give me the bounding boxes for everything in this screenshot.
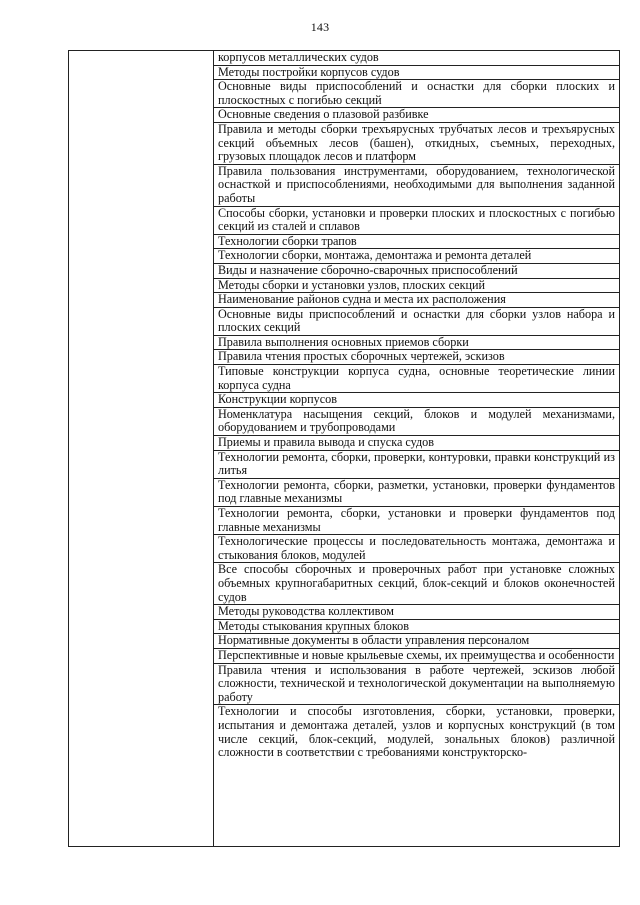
table-row: Методы постройки корпусов судов: [214, 66, 619, 81]
table-row: Методы стыкования крупных блоков: [214, 620, 619, 635]
table-row: Наименование районов судна и места их расположения: [214, 293, 619, 308]
table-row: Методы руководства коллективом: [214, 605, 619, 620]
table-row: Все способы сборочных и проверочных работ при установке сложных объемных крупногабаритных секций, блок-секций и блоков оконечностей судов: [214, 563, 619, 605]
table-row: Методы сборки и установки узлов, плоских секций: [214, 279, 619, 294]
table-row: Способы сборки, установки и проверки плоских и плоскостных с погибью секций из сталей и сплавов: [214, 207, 619, 235]
table-row: Технологии ремонта, сборки, разметки, установки, проверки фундаментов под главные механизмы: [214, 479, 619, 507]
table-row: Правила чтения простых сборочных чертежей, эскизов: [214, 350, 619, 365]
table-row: Основные виды приспособлений и оснастки для сборки плоских и плоскостных с погибью секций: [214, 80, 619, 108]
table-row: Виды и назначение сборочно-сварочных приспособлений: [214, 264, 619, 279]
table-row: Технологии сборки, монтажа, демонтажа и ремонта деталей: [214, 249, 619, 264]
table-row: Технологии и способы изготовления, сборки, установки, проверки, испытания и демонтажа деталей, узлов и корпусных конструкций (в том числе секций, блок-секций, модулей, зональных блоков) различной сложности в соответствии с требованиями конструкторско-: [218, 705, 615, 760]
table-row: Номенклатура насыщения секций, блоков и модулей механизмами, оборудованием и трубопроводами: [214, 408, 619, 436]
table-row: Перспективные и новые крыльевые схемы, их преимущества и особенности: [214, 649, 619, 664]
table-row: Технологии сборки трапов: [214, 235, 619, 250]
table-right-column: [214, 51, 619, 846]
table-row: Технологии ремонта, сборки, проверки, контуровки, правки конструкций из литья: [214, 451, 619, 479]
table-row: Основные виды приспособлений и оснастки для сборки узлов набора и плоских секций: [214, 308, 619, 336]
table-row: Нормативные документы в области управления персоналом: [214, 634, 619, 649]
table-row: Правила пользования инструментами, оборудованием, технологической оснасткой и приспособлениями, необходимыми для выполнения заданной работы: [214, 165, 619, 207]
table-row: Конструкции корпусов: [214, 393, 619, 408]
table-row: Типовые конструкции корпуса судна, основные теоретические линии корпуса судна: [214, 365, 619, 393]
table-row: корпусов металлических судов: [214, 51, 619, 66]
page-number: 143: [310, 20, 330, 34]
table-row: Приемы и правила вывода и спуска судов: [214, 436, 619, 451]
table-row: Правила и методы сборки трехъярусных трубчатых лесов и трехъярусных секций объемных лесов (башен), откидных, съемных, переходных, грузовых площадок лесов и платформ: [214, 123, 619, 165]
table-row: Основные сведения о плазовой разбивке: [214, 108, 619, 123]
table-row: Технологические процессы и последовательность монтажа, демонтажа и стыкования блоков, модулей: [214, 535, 619, 563]
table-row: Правила чтения и использования в работе чертежей, эскизов любой сложности, технической и технологической документации на выполняемую работу: [214, 664, 619, 706]
table-row: Технологии ремонта, сборки, установки и проверки фундаментов под главные механизмы: [214, 507, 619, 535]
table-row: Правила выполнения основных приемов сборки: [214, 336, 619, 351]
table-left-column: [69, 51, 214, 846]
requirements-table: [68, 50, 620, 847]
